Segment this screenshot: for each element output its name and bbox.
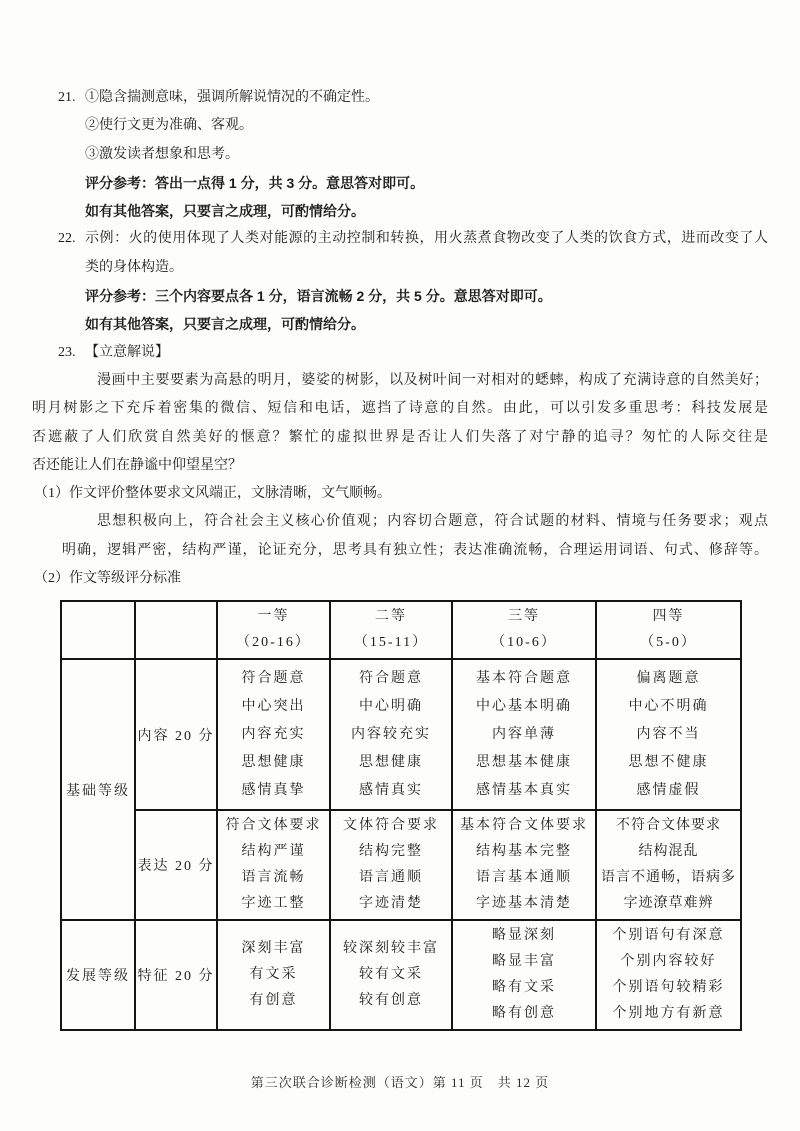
- rubric-cell-content-grade2: [330, 659, 452, 810]
- q22-answer-line-1-text: 示例：火的使用体现了人类对能源的主动控制和转换，用火蒸煮食物改变了人类的饮食方式，进而改变了人: [85, 231, 768, 247]
- q23-explanation-line-2: 明月树影之下充斥着密集的微信、短信和电话，遮挡了诗意的自然。由此，可以引发多重思考：科技发展是: [32, 401, 768, 417]
- page-footer: 第三次联合诊断检测（语文）第 11 页 共 12 页: [250, 1075, 550, 1090]
- rubric-criterion-line: 内容不当: [636, 726, 701, 742]
- rubric-criterion-line: 字迹潦草难辨: [623, 896, 714, 911]
- rubric-criterion-line: 字迹清楚: [359, 896, 423, 911]
- rubric-criterion-line: 个别语句较精彩: [612, 980, 725, 995]
- q22-answer-line-2: 类的身体构造。: [85, 259, 183, 275]
- rubric-cell-expression-grade3: [452, 810, 596, 920]
- q23-explanation-line-4: 否还能让人们在静谧中仰望星空？: [32, 457, 242, 473]
- q23-number: 23.: [58, 344, 76, 360]
- rubric-category-content: 内容 20 分: [135, 659, 217, 810]
- rubric-row-expression: [61, 810, 741, 920]
- grade1-title: 一等: [257, 609, 290, 624]
- q21-point-1: [32, 84, 768, 112]
- q21-point-1-text: ①隐含揣测意味，强调所解说情况的不确定性。: [85, 90, 379, 105]
- rubric-criterion-line: 略显丰富: [492, 954, 556, 969]
- q21-scoring-note: 评分参考：答出一点得 1 分，共 3 分。意思答对即可。: [85, 174, 425, 191]
- rubric-criterion-line: 不符合文体要求: [616, 818, 721, 833]
- grade3-title: 三等: [508, 609, 540, 624]
- essay-rubric-table: [60, 600, 742, 1031]
- rubric-row-feature: [61, 920, 741, 1030]
- grade2-range: （15-11）: [353, 635, 429, 650]
- rubric-group-development: 发展等级: [61, 920, 135, 1030]
- q22-scoring-note: 评分参考：三个内容要点各 1 分，语言流畅 2 分，共 5 分。意思答对即可。: [85, 288, 552, 305]
- rubric-criterion-line: 结构严谨: [241, 844, 306, 859]
- q23-sub1-heading: （1）作文评价整体要求文风端正，文脉清晰，文气顺畅。: [34, 486, 391, 502]
- rubric-criterion-line: 中心不明确: [628, 698, 709, 714]
- rubric-criterion-line: 思想健康: [241, 754, 306, 770]
- rubric-header-grade4: [596, 601, 741, 659]
- rubric-header-grade3: [452, 601, 596, 659]
- rubric-cell-expression-grade4: [596, 810, 741, 920]
- q21-point-2: ②使行文更为准确、客观。: [85, 118, 253, 134]
- rubric-criterion-line: 感情虚假: [636, 782, 701, 798]
- rubric-criterion-line: 感情基本真实: [476, 782, 572, 798]
- rubric-header-row: [61, 601, 741, 659]
- rubric-criterion-line: 结构混乱: [638, 844, 699, 859]
- rubric-criterion-line: 较有文采: [359, 967, 423, 982]
- rubric-criterion-line: 中心基本明确: [476, 698, 572, 714]
- rubric-criterion-line: 较有创意: [359, 993, 423, 1008]
- rubric-cell-expression-grade1: [217, 810, 330, 920]
- rubric-group-basic: 基础等级: [61, 659, 135, 920]
- q23-sub2-heading: （2）作文等级评分标准: [34, 571, 181, 587]
- rubric-criterion-line: 语言流畅: [241, 870, 306, 885]
- q21-number: 21.: [58, 90, 76, 105]
- rubric-criterion-line: 较深刻较丰富: [343, 941, 439, 956]
- rubric-criterion-line: 感情真挚: [241, 782, 306, 798]
- rubric-criterion-line: 有文采: [249, 967, 298, 982]
- q21-point-3: ③激发读者想象和思考。: [85, 146, 239, 162]
- rubric-criterion-line: 字迹工整: [241, 896, 306, 911]
- rubric-criterion-line: 语言基本通顺: [476, 870, 572, 885]
- rubric-criterion-line: 语言不通畅，语病多: [601, 870, 736, 885]
- rubric-cell-feature-grade2: [330, 920, 452, 1030]
- rubric-row-content: [61, 659, 741, 810]
- q22-other-answers-note: 如有其他答案，只要言之成理，可酌情给分。: [85, 316, 365, 333]
- grade3-range: （10-6）: [491, 635, 557, 650]
- rubric-criterion-line: 中心明确: [359, 698, 423, 714]
- rubric-cell-expression-grade2: [330, 810, 452, 920]
- rubric-criterion-line: 有创意: [249, 993, 298, 1008]
- rubric-criterion-line: 结构完整: [359, 844, 423, 859]
- rubric-header-grade1: [217, 601, 330, 659]
- rubric-criterion-line: 略有文采: [492, 980, 556, 995]
- rubric-criterion-line: 思想不健康: [628, 754, 709, 770]
- q23-explanation-line-1: 漫画中主要要素为高悬的明月，婆娑的树影，以及树叶间一对相对的蟋蟀，构成了充满诗意的自然美好；: [97, 372, 768, 388]
- q22-answer-line-1: [32, 225, 768, 253]
- rubric-criterion-line: 基本符合题意: [476, 670, 572, 686]
- rubric-criterion-line: 个别内容较好: [620, 954, 717, 969]
- rubric-criterion-line: 偏离题意: [636, 670, 701, 686]
- rubric-criterion-line: 感情真实: [359, 782, 423, 798]
- rubric-criterion-line: 字迹基本清楚: [476, 896, 572, 911]
- q22-number: 22.: [58, 231, 76, 247]
- rubric-criterion-line: 语言通顺: [359, 870, 423, 885]
- rubric-cell-content-grade1: [217, 659, 330, 810]
- grade1-range: （20-16）: [236, 635, 311, 650]
- q21-other-answers-note: 如有其他答案，只要言之成理，可酌情给分。: [85, 203, 365, 220]
- rubric-criterion-line: 内容充实: [241, 726, 306, 742]
- rubric-criterion-line: 符合题意: [241, 670, 306, 686]
- rubric-criterion-line: 结构基本完整: [476, 844, 572, 859]
- rubric-criterion-line: 文体符合要求: [343, 818, 439, 833]
- rubric-criterion-line: 内容单薄: [492, 726, 556, 742]
- rubric-header-empty-category: [135, 601, 217, 659]
- rubric-criterion-line: 内容较充实: [351, 726, 431, 742]
- rubric-criterion-line: 略有创意: [492, 1006, 556, 1021]
- rubric-criterion-line: 思想基本健康: [476, 754, 572, 770]
- rubric-criterion-line: 个别语句有深意: [612, 928, 725, 943]
- rubric-cell-feature-grade4: [596, 920, 741, 1030]
- q23-heading: [32, 339, 768, 367]
- rubric-header-grade2: [330, 601, 452, 659]
- rubric-criterion-line: 略显深刻: [492, 928, 556, 943]
- rubric-category-feature: 特征 20 分: [135, 920, 217, 1030]
- answer-key-body: [32, 84, 768, 593]
- rubric-header-empty-group: [61, 601, 135, 659]
- rubric-criterion-line: 符合题意: [359, 670, 423, 686]
- grade4-title: 四等: [652, 609, 685, 624]
- q23-heading-text: 【立意解说】: [85, 344, 169, 360]
- rubric-category-expression: 表达 20 分: [135, 810, 217, 920]
- rubric-criterion-line: 深刻丰富: [241, 941, 306, 956]
- rubric-cell-content-grade4: [596, 659, 741, 810]
- grade2-title: 二等: [375, 609, 407, 624]
- rubric-criterion-line: 符合文体要求: [225, 818, 322, 833]
- q23-sub1-line-2: 明确，逻辑严密，结构严谨，论证充分，思考具有独立性；表达准确流畅，合理运用词语、句式、修辞等。: [62, 542, 768, 558]
- rubric-cell-feature-grade1: [217, 920, 330, 1030]
- q23-explanation-line-3: 否遮蔽了人们欣赏自然美好的惬意？繁忙的虚拟世界是否让人们失落了对宁静的追寻？匆忙的人际交往是: [32, 429, 768, 445]
- rubric-criterion-line: 个别地方有新意: [612, 1006, 725, 1021]
- rubric-criterion-line: 中心突出: [241, 698, 306, 714]
- rubric-cell-content-grade3: [452, 659, 596, 810]
- q23-sub1-line-1: 思想积极向上，符合社会主义核心价值观；内容切合题意，符合试题的材料、情境与任务要求；观点: [97, 514, 768, 530]
- rubric-criterion-line: 基本符合文体要求: [460, 818, 588, 833]
- rubric-cell-feature-grade3: [452, 920, 596, 1030]
- grade4-range: （5-0）: [640, 635, 697, 650]
- rubric-criterion-line: 思想健康: [359, 754, 423, 770]
